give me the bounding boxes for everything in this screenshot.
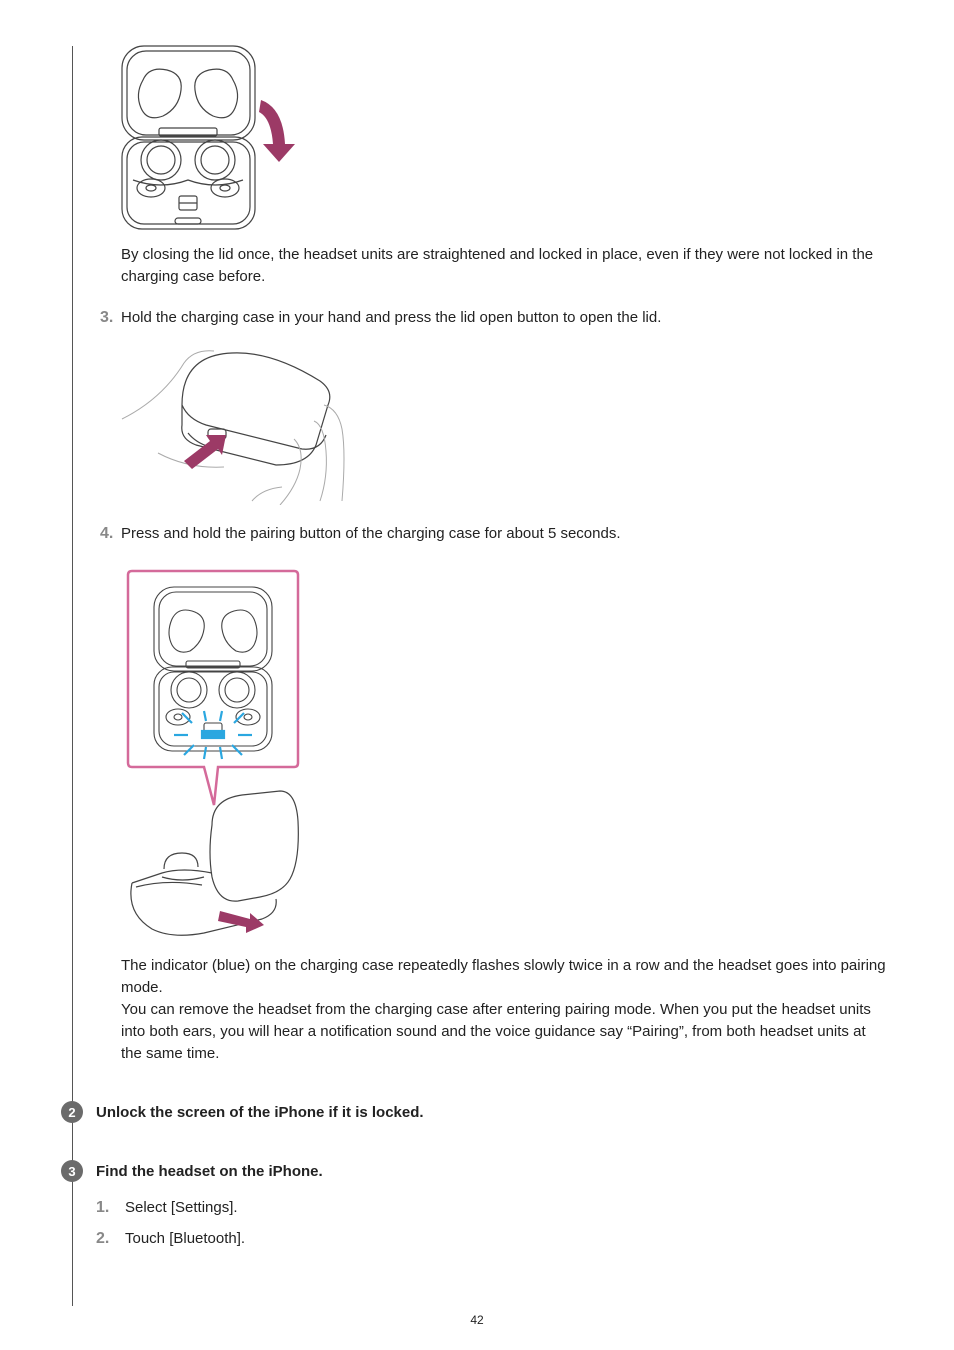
main-step-2 bbox=[61, 1101, 424, 1123]
indicator-note-2: You can remove the headset from the charging case after entering pairing mode. When you put the headset units into both ears, you will hear a notification sound and the voice guidance say “Pairing”, from both headset units at the same time. bbox=[121, 1001, 871, 1062]
page-number: 42 bbox=[470, 1313, 484, 1327]
main-step-text: Find the headset on the iPhone. bbox=[96, 1162, 323, 1180]
main-step-text: Unlock the screen of the iPhone if it is locked. bbox=[96, 1103, 424, 1121]
close-lid-figure bbox=[115, 40, 305, 235]
step-badge: 3 bbox=[61, 1160, 83, 1182]
list-step-text: Select [Settings]. bbox=[125, 1199, 238, 1216]
lid-note: By closing the lid once, the headset units are straightened and locked in place, even if they were not locked in the charging case before. bbox=[121, 246, 874, 285]
list-step-1 bbox=[96, 1198, 238, 1218]
list-step-2 bbox=[96, 1229, 245, 1249]
list-step-text: Touch [Bluetooth]. bbox=[125, 1230, 246, 1247]
sub-step-number: 3. bbox=[100, 309, 114, 326]
sub-step-text: Press and hold the pairing button of the charging case for about 5 seconds. bbox=[121, 525, 621, 542]
pairing-figure bbox=[122, 565, 307, 940]
sub-step-3 bbox=[100, 308, 661, 328]
open-lid-figure bbox=[118, 345, 350, 505]
sub-step-number: 4. bbox=[100, 525, 114, 542]
sub-step-text: Hold the charging case in your hand and press the lid open button to open the lid. bbox=[121, 309, 662, 326]
step-badge: 2 bbox=[61, 1101, 83, 1123]
list-step-number: 1. bbox=[96, 1199, 110, 1216]
indicator-note-1: The indicator (blue) on the charging case repeatedly flashes slowly twice in a row and the headset goes into pairing mode. bbox=[121, 957, 886, 996]
list-step-number: 2. bbox=[96, 1230, 110, 1247]
main-step-3 bbox=[61, 1160, 323, 1182]
sub-step-4 bbox=[100, 524, 621, 544]
